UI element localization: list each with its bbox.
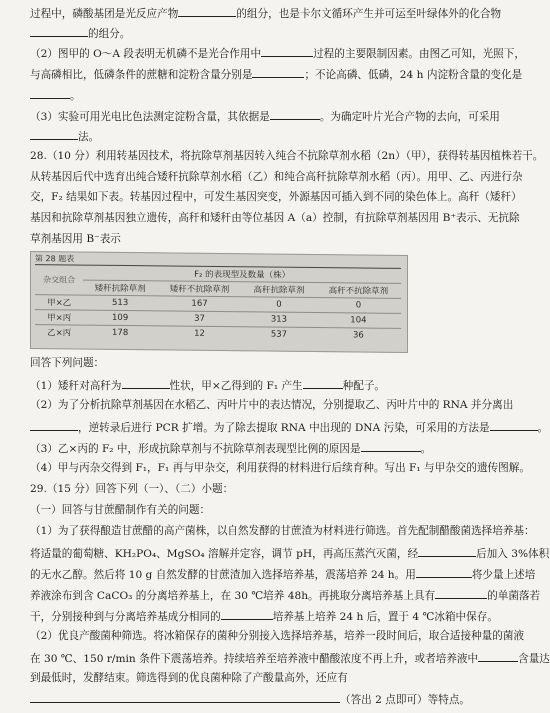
table-cell: 513 <box>83 295 157 311</box>
text-line: ，逆转录后进行 PCR 扩增。为了除去提取 RNA 中出现的 DNA 污染，可采用的方法是 。 <box>30 420 542 435</box>
table-cell: 178 <box>83 325 157 340</box>
text-line: （3）乙×丙的 F₂ 中，形成抗除草剂与不抗除草剂表现型比例的原因是 。 <box>30 443 432 455</box>
text-line: 的无水乙醇。然后将 10 g 自然发酵的甘蔗渣加入选择培养基，震荡培养 24 h。用 将少量上述培 <box>30 569 536 581</box>
table-cell: 0 <box>316 298 401 314</box>
text-line: 交，F₂ 结果如下表。转基因过程中，可发生基因突变，外源基因可插入到不同的染色体上。高秆（矮秆） <box>30 191 522 203</box>
text-line: 从转基因后代中选育出纯合矮秆抗除草剂水稻（乙）和纯合高秆抗除草剂水稻（丙）。用甲、乙、丙进行杂 <box>30 171 523 183</box>
text-line: 在 30 ℃、150 r/min 条件下震荡培养。持续培养至培养液中醋酸浓度不再上升，或者培养液中 含量达 <box>30 653 550 665</box>
table-label: 第 28 题表 <box>35 254 75 264</box>
table-cell: 37 <box>157 311 242 327</box>
table-col-header: 高秆不抗除草剂 <box>316 283 401 299</box>
text-line: 的组分。 <box>30 26 542 41</box>
table-cell: 甲×乙 <box>35 295 83 311</box>
results-table-image <box>30 251 408 353</box>
table-cell: 0 <box>242 297 316 313</box>
text-line: 养液涂布到含 CaCO₃ 的分离培养基上，在 30 ℃培养 48h。再挑取分离培养基上具有 的单菌落若 <box>30 590 541 602</box>
table-cell: 537 <box>242 327 316 342</box>
table-cell: 甲×丙 <box>35 310 83 326</box>
question-29-stem: 29.（15 分）回答下列（一）、（二）小题： <box>30 483 234 495</box>
text-line: 。 <box>30 88 542 103</box>
table-cell: 109 <box>83 310 157 326</box>
table-cell: 313 <box>242 312 316 328</box>
text-line: 将适量的葡萄糖、KH₂PO₄、MgSO₄ 溶解并定容，调节 pH，再高压蒸汽灭菌，经 后加入 3%体积 <box>30 548 550 560</box>
table-cell: 104 <box>316 313 401 329</box>
text-line: 到最低时，发酵结束。筛选得到的优良菌种除了产酸量高外，还应有 <box>30 672 348 684</box>
results-table <box>35 264 401 343</box>
text-line: （3）实验可用光电比色法测定淀粉含量，其依据是 。为确定叶片光合产物的去向，可采用 <box>30 111 500 123</box>
text-line: 回答下列问题： <box>30 357 105 369</box>
question-28-stem: 28.（10 分）利用转基因技术，将抗除草剂基因转入纯合不抗除草剂水稻（2n）（甲），获得转基因植株若干。 <box>30 150 544 162</box>
text-line: （2）为了分析抗除草剂基因在水稻乙、丙叶片中的表达情况，分别提取乙、丙叶片中的 RNA 并分离出 <box>30 399 514 411</box>
text-line: 法。 <box>30 129 542 144</box>
table-group-header: F₂ 的表现型及数量（株） <box>83 265 401 283</box>
table-col-header: 矮秆抗除草剂 <box>83 280 157 296</box>
text-line: （4）甲与丙杂交得到 F₁，F₁ 再与甲杂交，利用获得的材料进行后续育种。写出 F₁ 与甲杂交的遗传图解。 <box>30 462 530 474</box>
table-col-header: 矮秆不抗除草剂 <box>157 281 242 297</box>
text-line: 过程中，磷酸基团是光反应产物 的组分，也是卡尔文循环产生并可运至叶绿体外的化合物 <box>30 8 502 20</box>
table-corner: 杂交组合 <box>35 265 83 296</box>
text-line: （1）矮秆对高秆为 性状，甲×乙得到的 F₁ 产生 种配子。 <box>30 380 386 392</box>
table-cell: 12 <box>157 326 242 341</box>
table-cell: 36 <box>316 328 401 343</box>
text-line: （2）图甲的 O～A 段表明无机磷不是光合作用中 过程的主要限制因素。由图乙可知，光照下， <box>30 48 525 60</box>
text-line: 草剂基因用 B⁻表示 <box>30 233 121 245</box>
table-cell: 乙×丙 <box>35 325 83 340</box>
text-line: （答出 2 点即可）等特点。 <box>30 692 542 707</box>
text-line: 干，分别接种到与分离培养基成分相同的 培养基上培养 24 h 后，置于 4 ℃冰箱中保存。 <box>30 611 498 623</box>
text-line: （一）回答与甘蔗醋制作有关的问题： <box>30 504 211 516</box>
text-line: 基因和抗除草剂基因独立遗传，高秆和矮秆由等位基因 A（a）控制，有抗除草剂基因用 B⁺表示、无抗除 <box>30 212 520 224</box>
text-line: （2）优良产酸菌种筛选。将冰箱保存的菌种分别接入选择培养基，培养一段时间后，取合适接种量的菌液 <box>30 630 525 642</box>
text-line: （1）为了获得酿造甘蔗醋的高产菌株，以自然发酵的甘蔗渣为材料进行筛选。首先配制醋酸菌选择培养基： <box>30 525 535 537</box>
text-line: 与高磷相比，低磷条件的蔗糖和淀粉含量分别是 ；不论高磷、低磷，24 h 内淀粉含量的变化是 <box>30 69 523 81</box>
table-row <box>35 325 401 343</box>
table-col-header: 高秆抗除草剂 <box>242 282 316 298</box>
table-cell: 167 <box>157 296 242 312</box>
